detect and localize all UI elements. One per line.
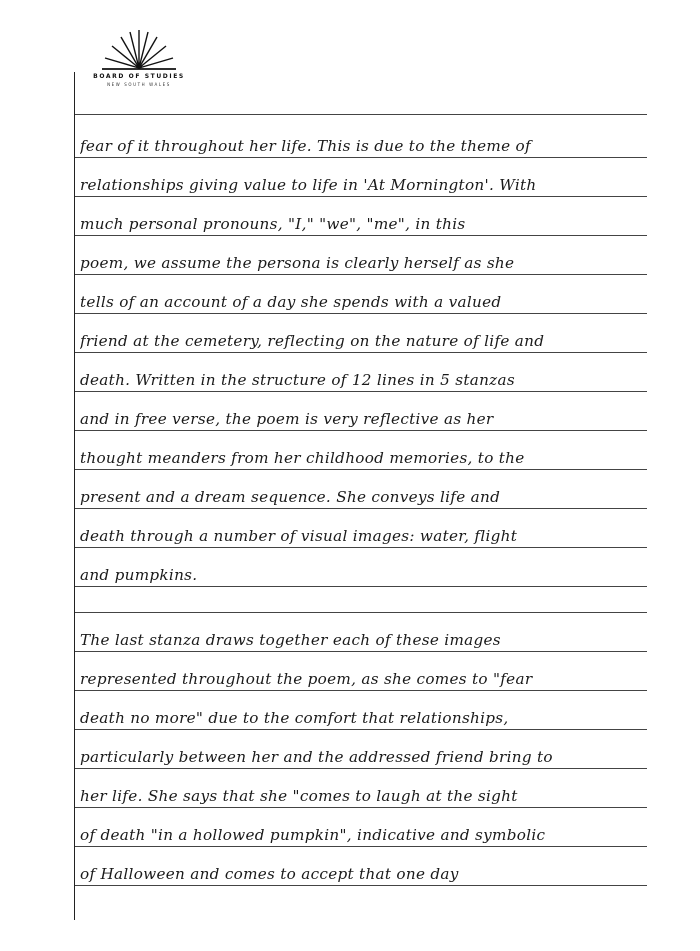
ruled-line [75, 157, 647, 158]
handwritten-line: represented throughout the poem, as she comes to "fear [80, 670, 533, 688]
logo-title: BOARD OF STUDIES [93, 73, 185, 80]
handwritten-line: and pumpkins. [80, 566, 198, 584]
ruled-line [75, 586, 647, 587]
handwritten-line: friend at the cemetery, reflecting on the nature of life and [80, 332, 545, 350]
ruled-line [75, 469, 647, 470]
handwritten-line: of death "in a hollowed pumpkin", indicative and symbolic [80, 826, 546, 844]
ruled-line [75, 807, 647, 808]
ruled-line [75, 729, 647, 730]
handwritten-line: death no more" due to the comfort that relationships, [80, 709, 509, 727]
ruled-line [75, 690, 647, 691]
ruled-line [75, 391, 647, 392]
logo-subtitle: NEW SOUTH WALES [107, 82, 171, 87]
handwritten-line: death. Written in the structure of 12 lines in 5 stanzas [80, 371, 515, 389]
handwritten-line: The last stanza draws together each of these images [80, 631, 501, 649]
ruled-line [75, 313, 647, 314]
ruled-line [75, 651, 647, 652]
ruled-line [75, 846, 647, 847]
handwritten-line: relationships giving value to life in 'At Mornington'. With [80, 176, 537, 194]
ruled-line [75, 196, 647, 197]
handwritten-line: present and a dream sequence. She conveys life and [80, 488, 501, 506]
ruled-line [75, 274, 647, 275]
ruled-line [75, 430, 647, 431]
ruled-line [75, 547, 647, 548]
ruled-line [75, 508, 647, 509]
sunburst-logo-icon [100, 28, 178, 72]
ruled-line [75, 885, 647, 886]
handwritten-line: her life. She says that she "comes to laugh at the sight [80, 787, 518, 805]
handwritten-line: death through a number of visual images: water, flight [80, 527, 518, 545]
margin-line [74, 72, 75, 920]
handwritten-line: of Halloween and comes to accept that one day [80, 865, 459, 883]
ruled-line [75, 612, 647, 613]
ruled-line [75, 352, 647, 353]
handwritten-line: fear of it throughout her life. This is due to the theme of [80, 137, 531, 155]
handwritten-line: tells of an account of a day she spends with a valued [80, 293, 502, 311]
board-of-studies-logo [80, 28, 198, 94]
handwritten-line: and in free verse, the poem is very reflective as her [80, 410, 494, 428]
handwritten-line: much personal pronouns, "I," "we", "me", in this [80, 215, 466, 233]
ruled-line [75, 114, 647, 115]
handwritten-line: particularly between her and the addressed friend bring to [80, 748, 553, 766]
handwritten-line: poem, we assume the persona is clearly herself as she [80, 254, 515, 272]
handwritten-line: thought meanders from her childhood memories, to the [80, 449, 525, 467]
ruled-line [75, 768, 647, 769]
ruled-line [75, 235, 647, 236]
